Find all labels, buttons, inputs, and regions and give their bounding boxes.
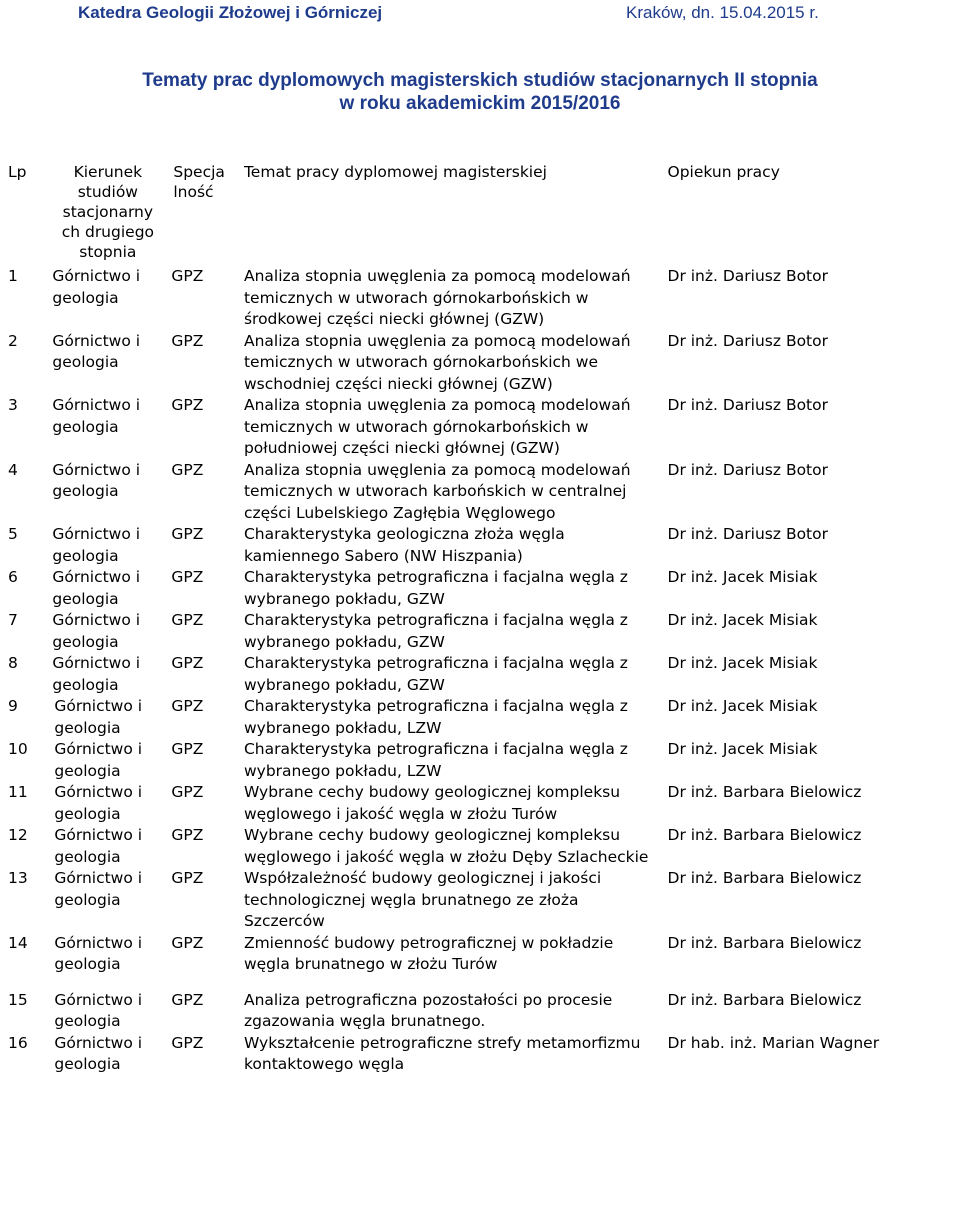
row-number: 6 — [8, 568, 18, 586]
row-supervisor: Dr inż. Dariusz Botor — [667, 267, 828, 285]
table-row — [4, 1033, 956, 1076]
row-specialty: GPZ — [171, 826, 204, 844]
row-supervisor: Dr inż. Jacek Misiak — [667, 697, 818, 715]
row-topic: Analiza stopnia uwęglenia za pomocą modelowań temicznych w utworach karbońskich w centralnej części Lubelskiego Zagłębia Węglowego — [243, 460, 631, 522]
row-direction: Górnictwo i geologia — [52, 568, 141, 608]
row-direction: Górnictwo i geologia — [54, 783, 143, 823]
column-header-specialty-text: Specja lność — [173, 163, 225, 201]
row-supervisor: Dr inż. Jacek Misiak — [667, 654, 818, 672]
row-topic: Charakterystyka petrograficzna i facjalna węgla z wybranego pokładu, LZW — [243, 740, 628, 780]
row-supervisor: Dr inż. Barbara Bielowicz — [667, 990, 862, 1009]
document-header — [0, 0, 960, 26]
row-topic: Analiza petrograficzna pozostałości po procesie zgazowania węgla brunatnego. — [243, 990, 613, 1030]
table-row — [4, 825, 956, 868]
row-number: 10 — [8, 740, 28, 758]
row-topic: Charakterystyka petrograficzna i facjalna węgla z wybranego pokładu, LZW — [243, 697, 628, 737]
table-row — [4, 610, 956, 653]
row-topic: Analiza stopnia uwęglenia za pomocą modelowań temicznych w utworach górnokarbońskich w południowej części niecki głównej (GZW) — [243, 396, 631, 457]
table-row — [4, 567, 956, 610]
place-date: Kraków, dn. 15.04.2015 r. — [626, 3, 819, 22]
row-specialty: GPZ — [171, 783, 204, 801]
row-supervisor: Dr inż. Barbara Bielowicz — [667, 826, 862, 844]
table-row — [4, 331, 956, 396]
row-number: 9 — [8, 697, 18, 715]
table-header-row — [4, 160, 956, 266]
row-supervisor: Dr inż. Dariusz Botor — [667, 460, 828, 479]
row-specialty: GPZ — [171, 331, 204, 350]
row-direction: Górnictwo i geologia — [52, 654, 141, 694]
row-supervisor: Dr inż. Dariusz Botor — [667, 331, 828, 350]
row-topic: Zmienność budowy petrograficznej w pokładzie węgla brunatnego w złożu Turów — [243, 933, 614, 973]
row-specialty: GPZ — [171, 933, 204, 952]
column-header-lp: Lp — [8, 163, 27, 181]
department-name: Katedra Geologii Złożowej i Górniczej — [78, 3, 383, 22]
table-row — [4, 524, 956, 567]
row-direction: Górnictwo i geologia — [52, 611, 141, 651]
row-topic: Charakterystyka petrograficzna i facjalna węgla z wybranego pokładu, GZW — [243, 611, 628, 651]
row-number: 11 — [8, 783, 28, 801]
row-direction: Górnictwo i geologia — [54, 826, 143, 866]
table-row — [4, 395, 956, 460]
row-number: 15 — [8, 990, 28, 1009]
row-specialty: GPZ — [171, 267, 204, 285]
column-header-supervisor: Opiekun pracy — [667, 163, 780, 181]
row-supervisor: Dr inż. Dariusz Botor — [667, 396, 828, 414]
row-topic: Charakterystyka geologiczna złoża węgla kamiennego Sabero (NW Hiszpania) — [243, 525, 565, 565]
row-number: 14 — [8, 933, 28, 952]
row-number: 13 — [8, 869, 28, 887]
table-row — [4, 460, 956, 525]
row-number: 8 — [8, 654, 18, 672]
row-direction: Górnictwo i geologia — [54, 740, 143, 780]
row-direction: Górnictwo i geologia — [52, 396, 141, 436]
row-specialty: GPZ — [171, 611, 204, 629]
row-specialty: GPZ — [171, 869, 204, 887]
row-specialty: GPZ — [171, 1033, 204, 1052]
row-direction: Górnictwo i geologia — [52, 525, 141, 565]
column-header-specialty — [167, 160, 240, 266]
row-specialty: GPZ — [171, 740, 204, 758]
row-specialty: GPZ — [171, 396, 204, 414]
table-row — [4, 976, 956, 1033]
row-specialty: GPZ — [171, 654, 204, 672]
row-specialty: GPZ — [171, 460, 204, 479]
topics-table — [4, 160, 956, 1076]
row-direction: Górnictwo i geologia — [54, 1033, 143, 1073]
row-number: 2 — [8, 331, 18, 350]
row-topic: Charakterystyka petrograficzna i facjalna węgla z wybranego pokładu, GZW — [243, 654, 628, 694]
row-direction: Górnictwo i geologia — [54, 933, 143, 973]
table-row — [4, 266, 956, 331]
row-topic: Wybrane cechy budowy geologicznej kompleksu węglowego i jakość węgla w złożu Turów — [243, 783, 621, 823]
row-topic: Charakterystyka petrograficzna i facjalna węgla z wybranego pokładu, GZW — [243, 568, 628, 608]
row-number: 16 — [8, 1033, 28, 1052]
table-row — [4, 933, 956, 976]
row-supervisor: Dr inż. Barbara Bielowicz — [667, 783, 862, 801]
row-supervisor: Dr inż. Jacek Misiak — [667, 568, 818, 586]
row-topic: Wykształcenie petrograficzne strefy metamorfizmu kontaktowego węgla — [243, 1033, 641, 1073]
table-body — [4, 266, 956, 1076]
row-number: 4 — [8, 460, 18, 479]
row-direction: Górnictwo i geologia — [54, 697, 143, 737]
document-title: Tematy prac dyplomowych magisterskich studiów stacjonarnych II stopnia — [142, 70, 818, 91]
row-topic: Współzależność budowy geologicznej i jakości technologicznej węgla brunatnego ze złoża Szczerców — [243, 869, 602, 930]
row-number: 7 — [8, 611, 18, 629]
row-direction: Górnictwo i geologia — [52, 460, 141, 500]
row-specialty: GPZ — [171, 568, 204, 586]
row-specialty: GPZ — [171, 697, 204, 715]
row-topic: Analiza stopnia uwęglenia za pomocą modelowań temicznych w utworach górnokarbońskich we wschodniej części niecki głównej (GZW) — [243, 331, 631, 393]
row-direction: Górnictwo i geologia — [52, 267, 141, 307]
row-direction: Górnictwo i geologia — [54, 990, 143, 1030]
row-supervisor: Dr inż. Barbara Bielowicz — [667, 933, 862, 952]
table-row — [4, 739, 956, 782]
row-supervisor: Dr inż. Jacek Misiak — [667, 611, 818, 629]
table-row — [4, 653, 956, 696]
row-direction: Górnictwo i geologia — [54, 869, 143, 909]
row-supervisor: Dr hab. inż. Marian Wagner — [667, 1033, 880, 1052]
row-number: 1 — [8, 267, 18, 285]
row-number: 3 — [8, 396, 18, 414]
table-row — [4, 782, 956, 825]
row-direction: Górnictwo i geologia — [52, 331, 141, 371]
document-subtitle: w roku akademickim 2015/2016 — [339, 93, 621, 114]
column-header-direction-text: Kierunek studiów stacjonarny ch drugiego stopnia — [61, 163, 155, 261]
column-header-direction — [48, 160, 167, 266]
column-header-topic: Temat pracy dyplomowej magisterskiej — [243, 163, 547, 181]
row-topic: Wybrane cechy budowy geologicznej kompleksu węglowego i jakość węgla w złożu Dęby Szlacheckie — [243, 826, 649, 866]
row-supervisor: Dr inż. Barbara Bielowicz — [667, 869, 862, 887]
row-specialty: GPZ — [171, 525, 204, 543]
row-supervisor: Dr inż. Jacek Misiak — [667, 740, 818, 758]
row-number: 12 — [8, 826, 28, 844]
row-supervisor: Dr inż. Dariusz Botor — [667, 525, 828, 543]
row-specialty: GPZ — [171, 990, 204, 1009]
table-row — [4, 696, 956, 739]
row-number: 5 — [8, 525, 18, 543]
row-topic: Analiza stopnia uwęglenia za pomocą modelowań temicznych w utworach górnokarbońskich w środkowej części niecki głównej (GZW) — [243, 267, 631, 328]
table-row — [4, 868, 956, 933]
